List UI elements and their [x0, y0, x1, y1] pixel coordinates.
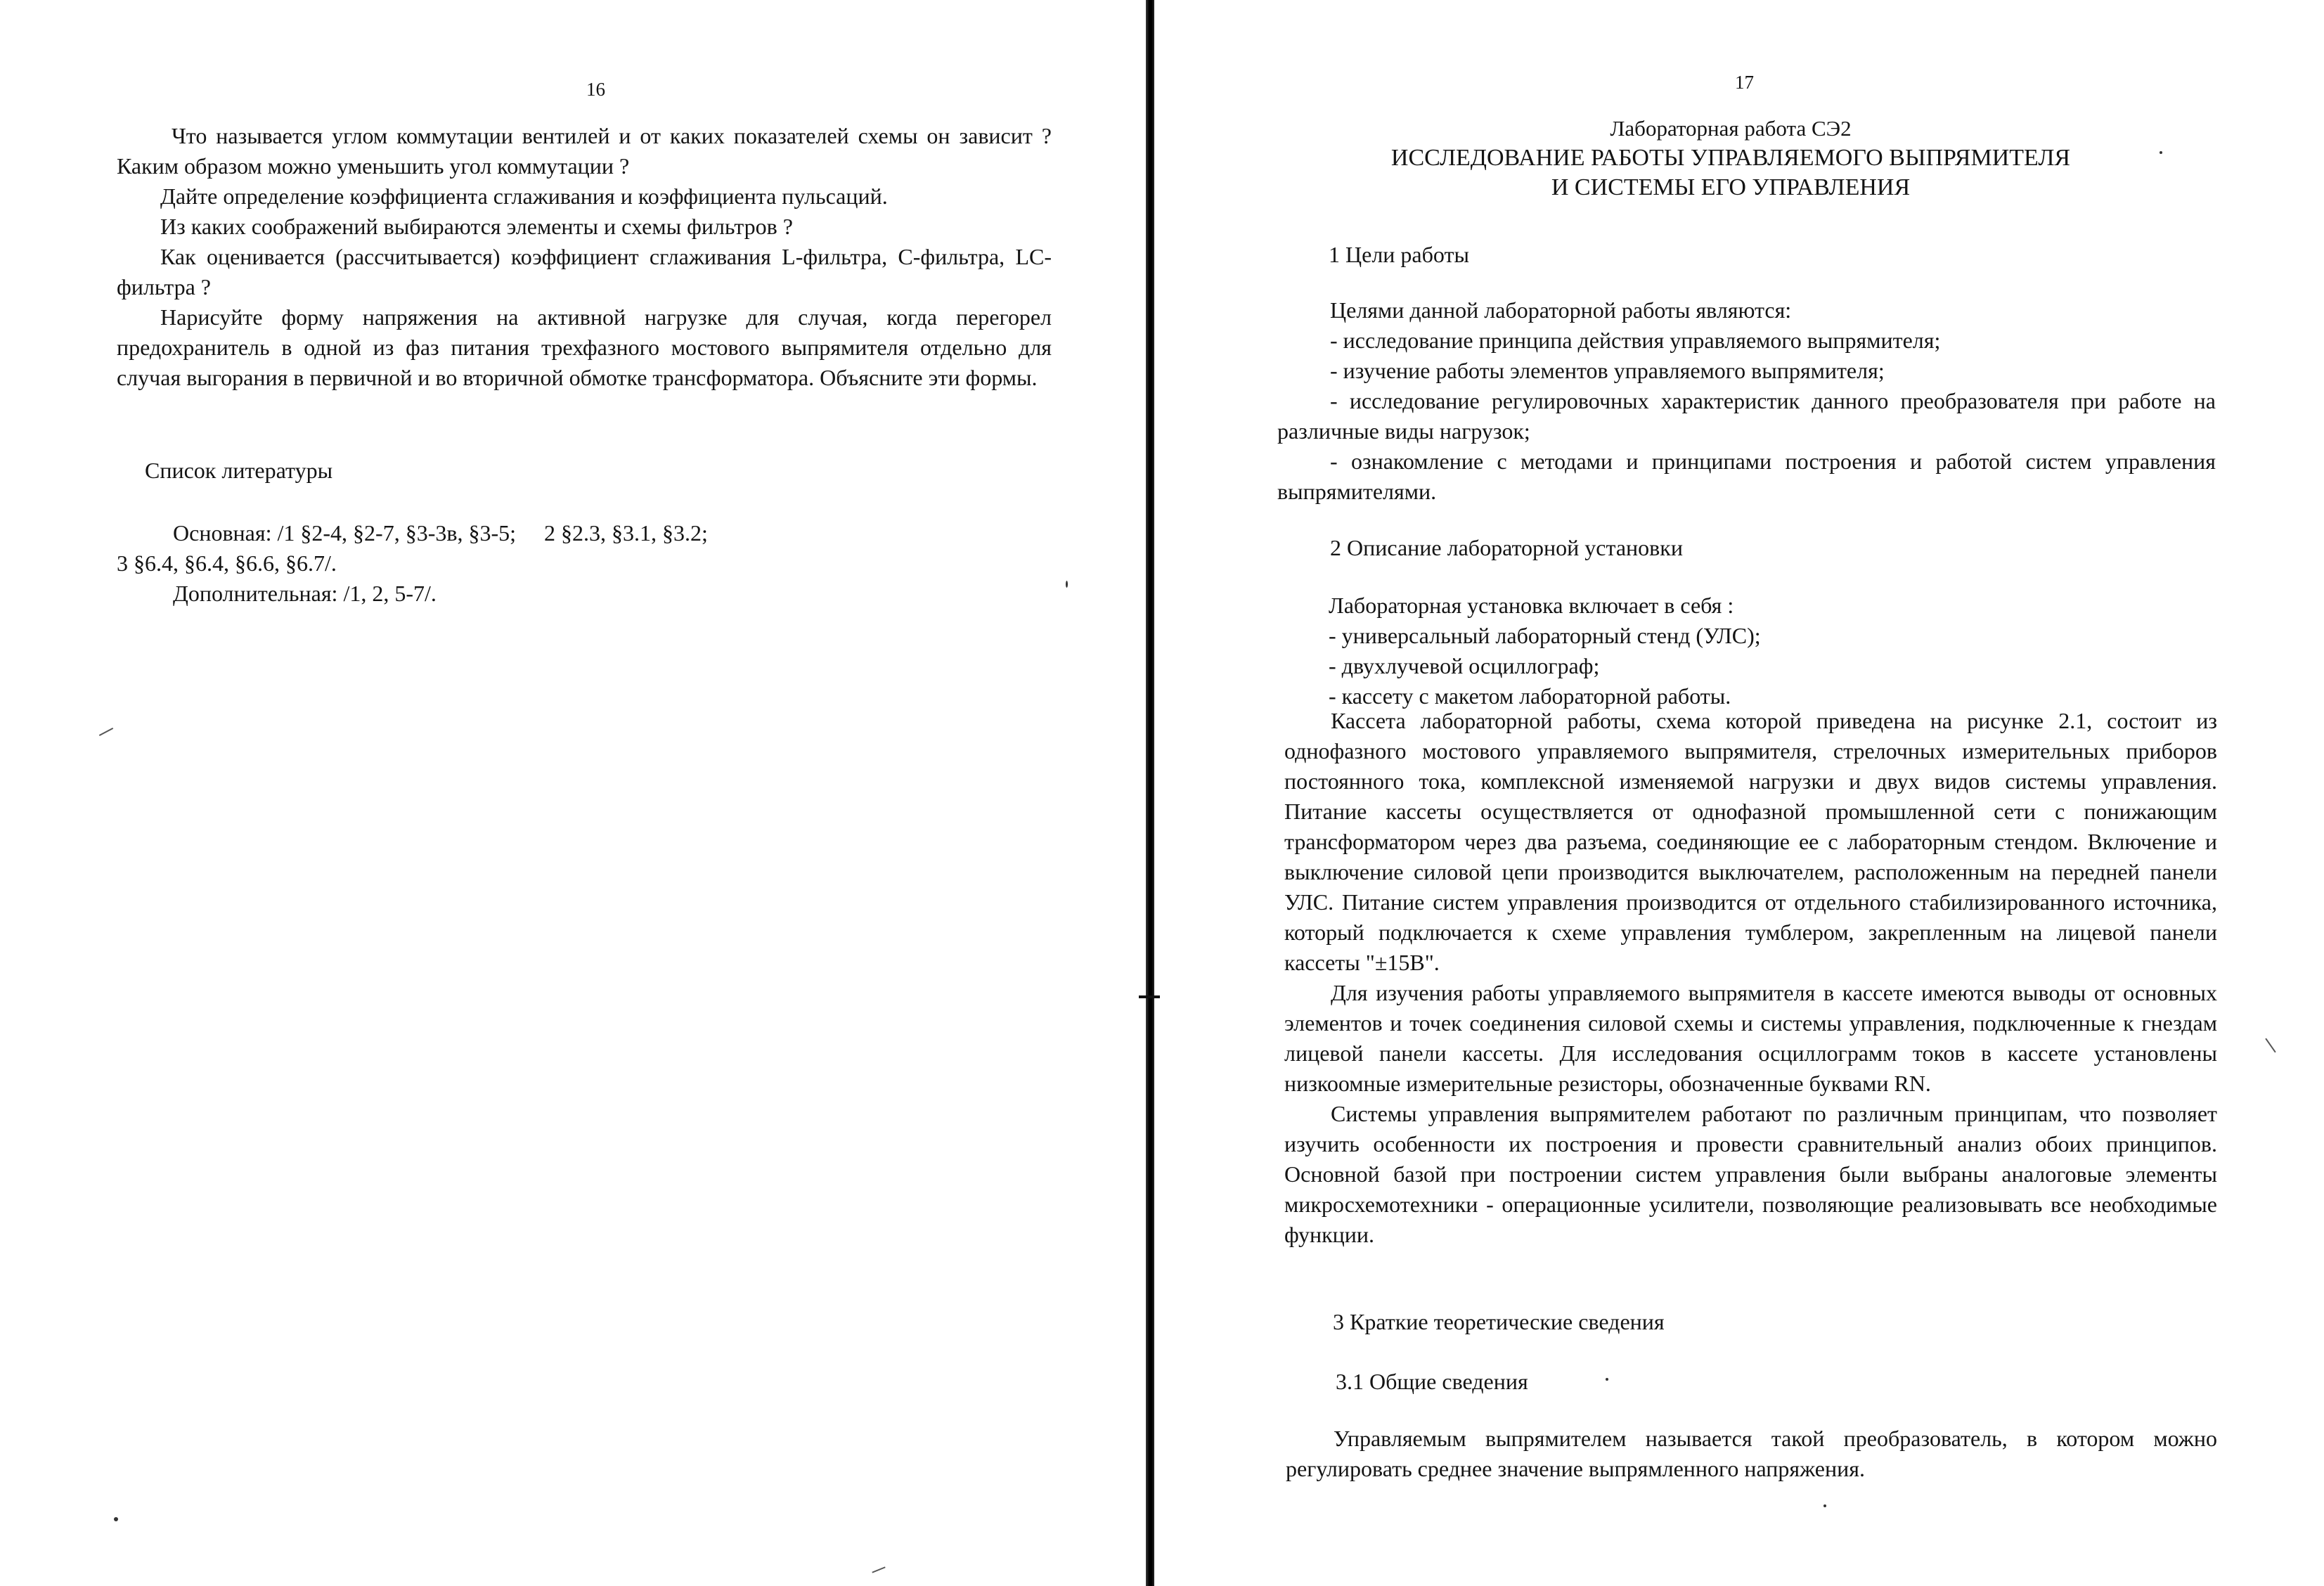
goal-item: - исследование принципа действия управляемого выпрямителя; — [1330, 328, 1941, 353]
right-page-number: 17 — [1735, 72, 1754, 93]
question-3: Из каких соображений выбираются элементы и схемы фильтров ? — [160, 214, 793, 239]
scan-speck — [1606, 1378, 1608, 1381]
setup-list — [1329, 591, 2216, 711]
scan-speck — [114, 1517, 118, 1521]
question-1: Что называется углом коммутации вентилей и от каких показателей схемы он зависит ? Каким образом можно уменьшить угол коммутации ? — [117, 123, 1052, 179]
setup-paragraph: Кассета лабораторной работы, схема которой приведена на рисунке 2.1, состоит из однофазного мостового управляемого выпрямителя, стрелочных измерительных приборов постоянного тока, комплексной изменяемой нагрузки и двух видов системы управления. Питание кассеты осуществляется от однофазной промышленной сети с понижающим трансформатором через два разъема, соединяющие ее с лабораторным стендом. Включение и выключение силовой цепи производится выключателем, расположенным на передней панели УЛС. Питание систем управления производится от отдельного стабилизированного источника, который подключается к схеме управления тумблером, закрепленным на лицевой панели кассеты "±15В". — [1284, 708, 2217, 975]
lab-label: Лабораторная работа СЭ2 — [1610, 116, 1852, 141]
references-list — [117, 518, 1052, 609]
section-3-heading: 3 Краткие теоретические сведения — [1333, 1309, 1665, 1334]
section-2-heading: 2 Описание лабораторной установки — [1330, 535, 1683, 560]
lab-title-line1: ИССЛЕДОВАНИЕ РАБОТЫ УПРАВЛЯЕМОГО ВЫПРЯМИТЕЛЯ — [1390, 145, 2071, 171]
scan-speck — [2160, 151, 2162, 154]
question-4: Как оценивается (рассчитывается) коэффициент сглаживания L-фильтра, С-фильтра, LC-фильтра ? — [117, 244, 1052, 299]
question-2: Дайте определение коэффициента сглаживания и коэффициента пульсаций. — [160, 183, 888, 209]
section-1-heading: 1 Цели работы — [1329, 242, 1469, 267]
goal-item: - изучение работы элементов управляемого выпрямителя; — [1330, 358, 1885, 383]
left-page-number: 16 — [586, 79, 605, 100]
setup-paragraph: Системы управления выпрямителем работают по различным принципам, что позволяет изучить особенности их построения и провести сравнительный анализ обоих принципов. Основной базой при построении систем управления были выбраны аналоговые элементы микросхемотехники - операционные усилители, позволяющие реализовывать все необходимые функции. — [1284, 1101, 2217, 1247]
setup-item: - двухлучевой осциллограф; — [1329, 653, 1600, 678]
section-3-1-body — [1286, 1424, 2217, 1484]
left-page — [0, 0, 1146, 1586]
goals-intro: Целями данной лабораторной работы являются: — [1330, 297, 1792, 323]
book-spine-shadow — [1146, 0, 1154, 1586]
lab-title-line2: И СИСТЕМЫ ЕГО УПРАВЛЕНИЯ — [1551, 174, 1911, 200]
goals-block — [1277, 295, 2216, 507]
section-3-1-heading: 3.1 Общие сведения — [1336, 1369, 1528, 1394]
review-questions — [117, 121, 1052, 393]
goal-item: - ознакомление с методами и принципами построения и работой систем управления выпрямителями. — [1277, 449, 2216, 504]
section-3-1-paragraph: Управляемым выпрямителем называется такой преобразователь, в котором можно регулировать среднее значение выпрямленного напряжения. — [1286, 1426, 2217, 1481]
right-page — [1154, 0, 2324, 1586]
references-main-line2: 3 §6.4, §6.4, §6.6, §6.7/. — [117, 550, 337, 576]
references-heading: Список литературы — [145, 458, 333, 483]
lab-title — [1365, 114, 2096, 202]
question-5: Нарисуйте форму напряжения на активной нагрузке для случая, когда перегорел предохранитель в одной из фаз питания трехфазного мостового выпрямителя отдельно для случая выгорания в первичной и во вторичной обмотке трансформатора. Объясните эти формы. — [117, 304, 1052, 390]
scan-speck — [1823, 1504, 1826, 1507]
scan-speck — [1066, 581, 1068, 588]
references-additional: Дополнительная: /1, 2, 5-7/. — [173, 581, 437, 606]
goal-item: - исследование регулировочных характеристик данного преобразователя при работе на различные виды нагрузок; — [1277, 388, 2216, 444]
setup-intro: Лабораторная установка включает в себя : — [1329, 593, 1734, 618]
setup-item: - универсальный лабораторный стенд (УЛС); — [1329, 623, 1761, 648]
setup-paragraph: Для изучения работы управляемого выпрямителя в кассете имеются выводы от основных элементов и точек соединения силовой схемы и системы управления, подключенные к гнездам лицевой панели кассеты. Для исследования осциллограмм токов в кассете установлены низкоомные измерительные резисторы, обозначенные буквами RN. — [1284, 980, 2217, 1096]
setup-description — [1284, 706, 2217, 1250]
setup-item: - кассету с макетом лабораторной работы. — [1329, 683, 1731, 709]
references-main-line1: Основная: /1 §2-4, §2-7, §3-3в, §3-5; 2 §2.3, §3.1, §3.2; — [173, 520, 708, 546]
